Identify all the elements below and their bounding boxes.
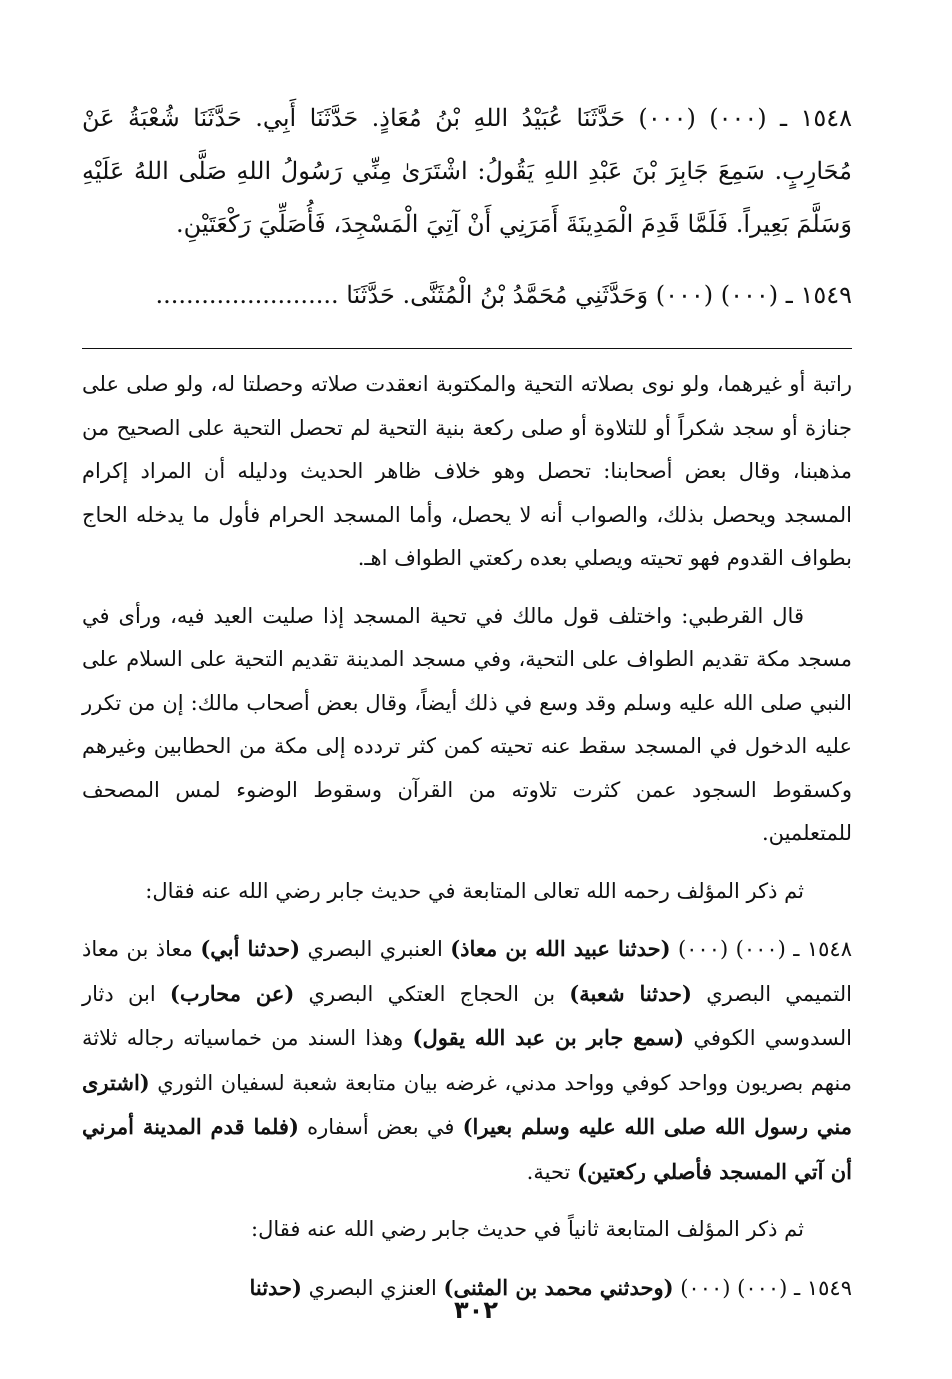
p6-text-1: ١٥٤٩ ـ (٠٠٠) (٠٠٠) bbox=[673, 1275, 852, 1300]
p4-text-6: وهذا السند من خماسياته رجاله ثلاثة منهم بصريون وواحد كوفي وواحد مدني، غرضه بيان متابعة شعبة لسفيان الثوري bbox=[82, 1026, 852, 1095]
commentary-block bbox=[82, 363, 852, 1310]
hadith-1548-line2: عَنْ مُحَارِبٍ. سَمِعَ جَابِرَ بْنَ عَبْدِ اللهِ يَقُولُ: اشْتَرَىٰ مِنِّي رَسُولُ اللهِ صَلَّى اللهُ عَلَيْهِ bbox=[82, 104, 853, 185]
p4-bold-4: (عن محارب) bbox=[169, 980, 295, 1006]
commentary-paragraph-3: ثم ذكر المؤلف رحمه الله تعالى المتابعة في حديث جابر رضي الله عنه فقال: bbox=[145, 878, 804, 903]
hadith-text-block bbox=[82, 92, 852, 322]
hadith-1549 bbox=[82, 269, 852, 322]
p4-bold-1: (حدثنا عبيد الله بن معاذ) bbox=[450, 936, 671, 961]
divider-rule bbox=[82, 348, 852, 349]
p4-text-2: العنبري البصري bbox=[300, 937, 451, 961]
p4-bold-6: (اشترى مني رسول الله صلى الله عليه وسلم بعيرا) bbox=[82, 1069, 853, 1139]
p6-bold-2: (حدثنا bbox=[249, 1274, 302, 1300]
hadith-1548 bbox=[82, 92, 852, 251]
hadith-1549-line1: ١٥٤٩ ـ (٠٠٠) (٠٠٠) وَحَدَّثَنِي مُحَمَّدُ بْنُ الْمُثَنَّى. حَدَّثَنَا ........................ bbox=[155, 281, 852, 309]
p6-text-2: العنزي البصري bbox=[301, 1275, 444, 1300]
p4-bold-3: (حدثنا شعبة) bbox=[569, 980, 692, 1006]
commentary-paragraph-1: راتبة أو غيرهما، ولو نوى بصلاته التحية والمكتوبة انعقدت صلاته وحصلتا له، ولو صلى على جنازة أو سجد شكراً أو للتلاوة أو صلى ركعة بنية التحية لم تحصل التحية على الصحيح من مذهبنا، وقال بعض أصحابنا: تحصل وهو خلاف ظاهر الحديث ودليله أن المراد إكرام المسجد ويحصل بذلك، والصواب أنه لا يحصل، وأما المسجد الحرام فأول ما يدخله الحاج بطواف القدوم فهو تحيته ويصلي بعده ركعتي الطواف اهـ. bbox=[82, 372, 852, 570]
p4-text-1: ١٥٤٨ ـ (٠٠٠) (٠٠٠) bbox=[670, 937, 852, 961]
p4-bold-7: (فلما قدم المدينة أمرني أن آتي المسجد فأصلي ركعتين) bbox=[82, 1114, 852, 1184]
p4-text-4: بن الحجاج العتكي البصري bbox=[294, 981, 570, 1006]
page-content bbox=[82, 92, 852, 1310]
commentary-paragraph-5: ثم ذكر المؤلف المتابعة ثانياً في حديث جابر رضي الله عنه فقال: bbox=[251, 1217, 804, 1241]
p4-text-7: في بعض أسفاره bbox=[298, 1115, 463, 1139]
hadith-1548-line1: ١٥٤٨ ـ (٠٠٠) (٠٠٠) حَدَّثَنَا عُبَيْدُ اللهِ بْنُ مُعَاذٍ. حَدَّثَنَا أَبِي. حَدَّثَنَا شُعْبَةُ bbox=[127, 104, 853, 132]
p4-bold-2: (حدثنا أبي) bbox=[200, 936, 301, 961]
commentary-paragraph-2: قال القرطبي: واختلف قول مالك في تحية المسجد إذا صليت العيد فيه، ورأى في مسجد مكة تقديم الطواف على التحية، وفي مسجد المدينة تقديم التحية على السلام على النبي صلى الله عليه وسلم وقد وسع في ذلك أيضاً، وقال بعض أصحاب مالك: إن من تكرر عليه الدخول في المسجد سقط عنه تحيته كمن كثر تردده إلى مكة من الحطابين وغيرهم وكسقوط السجود عمن كثرت تلاوته من القرآن وسقوط الوضوء لمس المصحف للمتعلمين. bbox=[82, 603, 852, 845]
p4-text-5: ابن دثار السدوسي الكوفي bbox=[82, 981, 852, 1050]
p4-text-3: معاذ بن معاذ التميمي البصري bbox=[82, 937, 852, 1006]
p4-bold-5: (سمع جابر بن عبد الله يقول) bbox=[412, 1025, 685, 1050]
p6-bold-1: (وحدثني محمد بن المثنى) bbox=[443, 1274, 674, 1300]
page-number: ٣٠٢ bbox=[454, 1296, 498, 1324]
commentary-paragraph-4 bbox=[82, 927, 852, 1194]
p4-text-8: تحية. bbox=[526, 1159, 578, 1184]
hadith-1548-line3: وَسَلَّمَ بَعِيراً. فَلَمَّا قَدِمَ الْمَدِينَةَ أَمَرَنِي أَنْ آتِيَ الْمَسْجِدَ، فَأُصَلِّيَ رَكْعَتَيْنِ. bbox=[175, 210, 852, 238]
